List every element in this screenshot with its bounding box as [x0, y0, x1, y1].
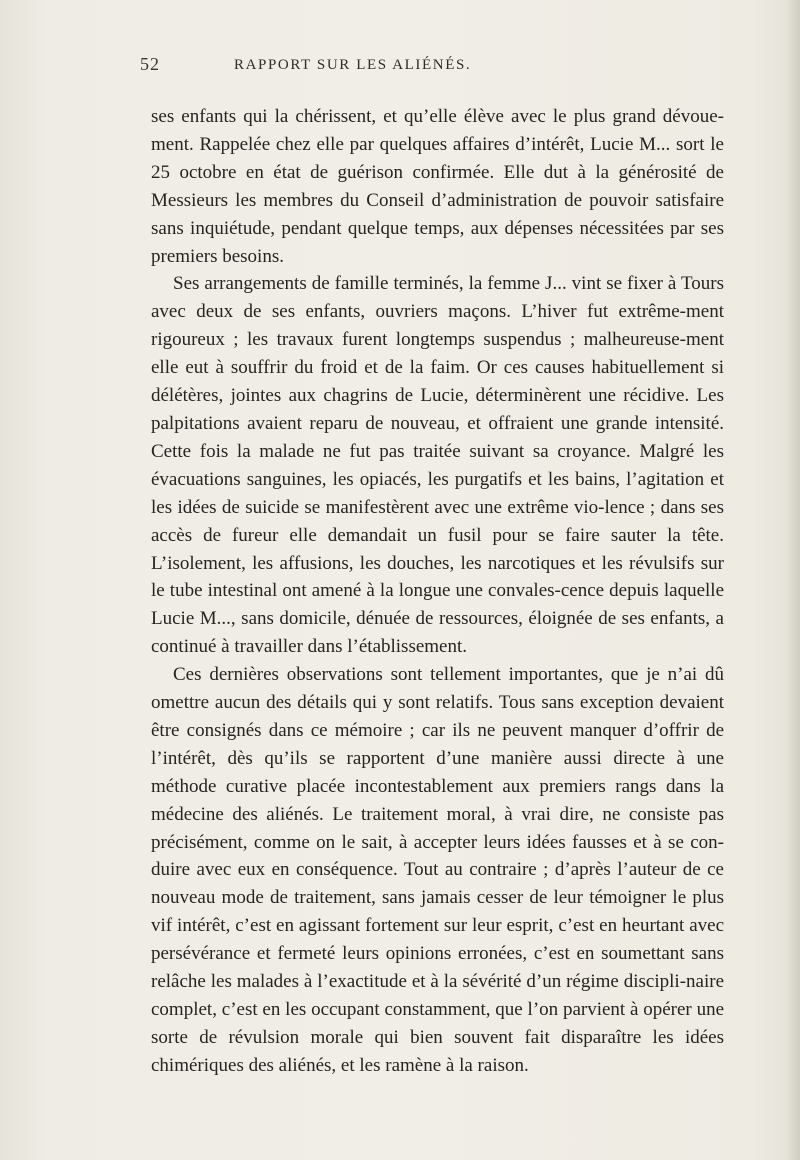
page-header — [0, 54, 800, 78]
page-edge-shadow — [786, 0, 800, 1160]
paragraph-moral-treatment: Ces dernières observations sont tellement importantes, que je n’ai dû omettre aucun des détails qui y sont relatifs. Tous sans exception devaient être consignés dans ce mémoire ; car ils ne peuvent manquer d’offrir de l’intérêt, dès qu’ils se rapportent d’une manière aussi directe à une méthode curative placée incontestablement aux premiers rangs dans la médecine des aliénés. Le traitement moral, à vrai dire, ne consiste pas précisément, comme on le sait, à accepter leurs idées fausses et à se con-duire avec eux en conséquence. Tout au contraire ; d’après l’auteur de ce nouveau mode de traitement, sans jamais cesser de leur témoigner le plus vif intérêt, c’est en agissant fortement sur leur esprit, c’est en heurtant avec persévérance et fermeté leurs opinions erronées, c’est en soumettant sans relâche les malades à l’exactitude et à la sévérité d’un régime discipli-naire complet, c’est en les occupant constamment, que l’on parvient à opérer une sorte de révulsion morale qui bien souvent fait disparaître les idées chimériques des aliénés, et les ramène à la raison. — [151, 664, 724, 1076]
running-head: RAPPORT SUR LES ALIÉNÉS. — [234, 57, 472, 73]
paragraph-continued: ses enfants qui la chérissent, et qu’elle élève avec le plus grand dévoue-ment. Rappelée chez elle par quelques affaires d’intérêt, Lucie M... sort le 25 octobre en état de guérison confirmée. Elle dut à la générosité de Messieurs les membres du Conseil d’administration de pouvoir satisfaire sans inquiétude, pendant quelque temps, aux dépenses nécessitées par ses premiers besoins. — [151, 106, 724, 267]
body-text — [151, 103, 724, 1080]
paragraph-relapse: Ses arrangements de famille terminés, la femme J... vint se fixer à Tours avec deux de ses enfants, ouvriers maçons. L’hiver fut extrême-ment rigoureux ; les travaux furent longtemps suspendus ; malheureuse-ment elle eut à souffrir du froid et de la faim. Or ces causes habituellement si délétères, jointes aux chagrins de Lucie, déterminèrent une récidive. Les palpitations avaient reparu de nouveau, et offraient une grande intensité. Cette fois la malade ne fut pas traitée suivant sa croyance. Malgré les évacuations sanguines, les opiacés, les purgatifs et les bains, l’agitation et les idées de suicide se manifestèrent avec une extrême vio-lence ; dans ses accès de fureur elle demandait un fusil pour se faire sauter la tête. L’isolement, les affusions, les douches, les narcotiques et les révulsifs sur le tube intestinal ont amené à la longue une convales-cence depuis laquelle Lucie M..., sans domicile, dénuée de ressources, éloignée de ses enfants, a continué à travailler dans l’établissement. — [151, 273, 724, 658]
page-number: 52 — [140, 54, 160, 74]
